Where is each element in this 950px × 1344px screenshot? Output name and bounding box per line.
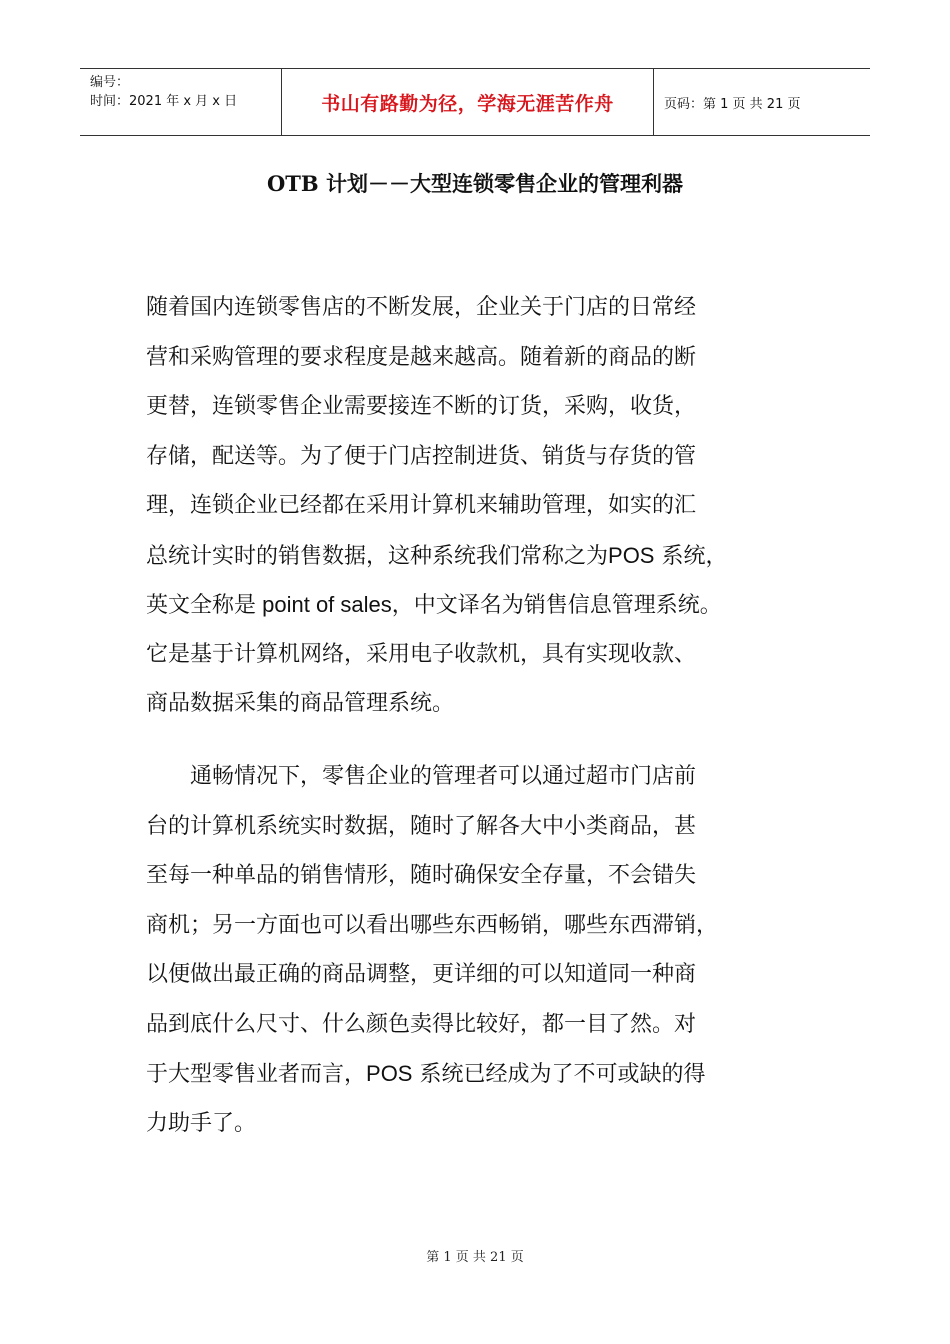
text-segment: 英文全称是 — [146, 593, 257, 618]
header-page-cell — [654, 69, 870, 135]
page-info: 页码：第 1 页 共 21 页 — [664, 96, 801, 112]
text-segment: 系统， — [654, 543, 728, 569]
paragraph-line: 营和采购管理的要求程度是越来越高。随着新的商品的断 — [146, 344, 697, 370]
paragraph-line — [146, 531, 826, 581]
paragraph-line — [146, 580, 826, 630]
paragraph-line: 以便做出最正确的商品调整，更详细的可以知道同一种商 — [146, 962, 697, 987]
number-label: 编号： — [90, 75, 130, 90]
paragraph-line: 台的计算机系统实时数据，随时了解各大中小类商品，甚 — [146, 813, 697, 839]
text-segment-latin: point of sales — [256, 592, 392, 617]
document-title: OTB 计划－－大型连锁零售企业的管理利器 — [267, 171, 683, 196]
header-meta-cell — [80, 69, 282, 135]
paragraph-line: 存储，配送等。为了便于门店控制进货、销货与存货的管 — [146, 443, 697, 469]
paragraph-1 — [146, 283, 826, 729]
paragraph-line: 理，连锁企业已经都在采用计算机来辅助管理，如实的汇 — [146, 493, 697, 518]
paragraph-line — [146, 1049, 826, 1099]
text-segment: ，中文译名为销售信息管理系统。 — [391, 593, 722, 618]
paragraph-line: 商品数据采集的商品管理系统。 — [146, 691, 455, 716]
motto: 书山有路勤为径，学海无涯苦作舟 — [321, 92, 614, 115]
page-footer: 第 1 页 共 21 页 — [426, 1250, 524, 1265]
text-segment-latin: POS — [608, 542, 655, 568]
paragraph-line: 它是基于计算机网络，采用电子收款机，具有实现收款、 — [146, 641, 697, 667]
header-table — [80, 68, 870, 136]
paragraph-line: 力助手了。 — [146, 1110, 257, 1136]
paragraph-line: 更替，连锁零售企业需要接连不断的订货，采购，收货， — [146, 394, 697, 419]
text-segment: 系统已经成为了不可或缺的得 — [412, 1062, 706, 1087]
paragraph-line: 至每一种单品的销售情形，随时确保安全存量，不会错失 — [146, 863, 697, 888]
text-segment-latin: POS — [366, 1061, 413, 1086]
text-segment: 总统计实时的销售数据，这种系统我们常称之为 — [146, 543, 609, 569]
paragraph-2 — [146, 752, 826, 1148]
text-segment: 于大型零售业者而言， — [146, 1062, 367, 1087]
paragraph-line: 商机；另一方面也可以看出哪些东西畅销，哪些东西滞销， — [146, 912, 719, 938]
paragraph-line: 随着国内连锁零售店的不断发展，企业关于门店的日常经 — [146, 295, 697, 320]
paragraph-line: 品到底什么尺寸、什么颜色卖得比较好，都一目了然。对 — [146, 1011, 697, 1037]
header-motto-cell — [282, 69, 654, 135]
time-label: 时间：2021 年 x 月 x 日 — [90, 94, 238, 109]
paragraph-line: 通畅情况下，零售企业的管理者可以通过超市门店前 — [146, 764, 697, 789]
